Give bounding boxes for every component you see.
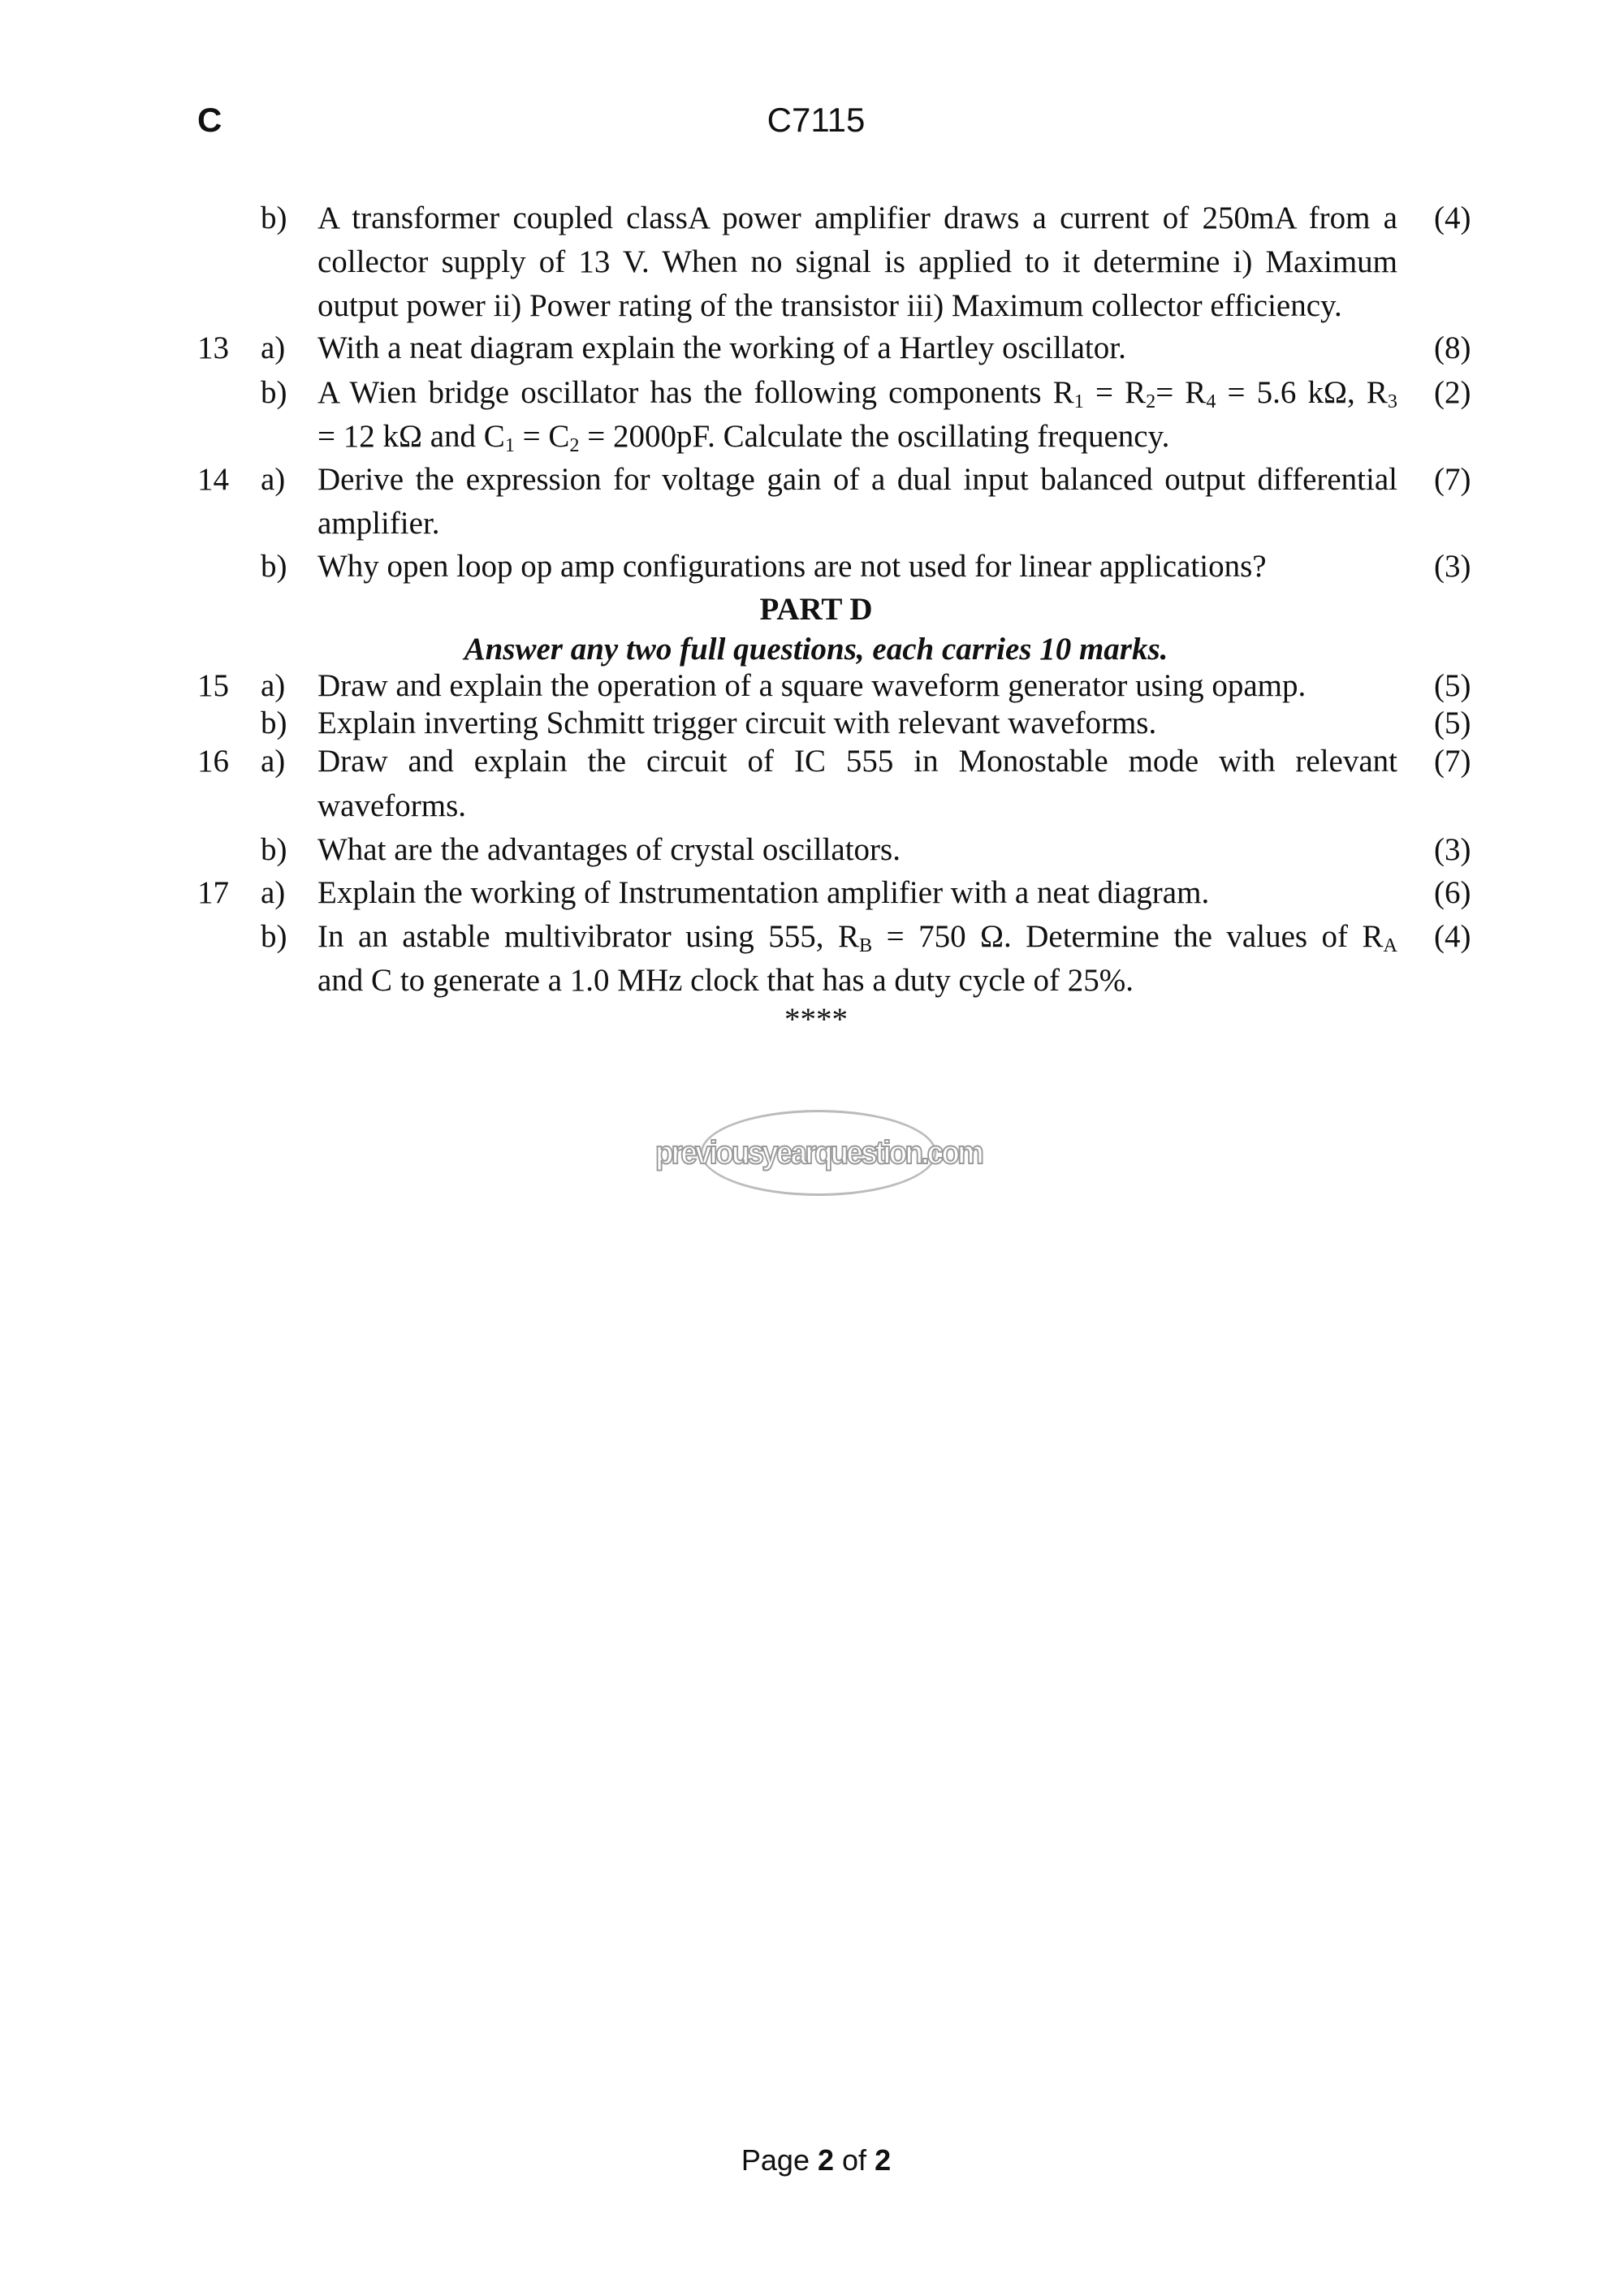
question-marks: (7) xyxy=(1434,462,1471,497)
question-text-line: Draw and explain the operation of a square waveform generator using opamp. xyxy=(317,668,1307,703)
page-word: Page xyxy=(741,2143,810,2177)
question-marks: (2) xyxy=(1434,375,1471,410)
question-part: b) xyxy=(261,832,287,867)
question-part: a) xyxy=(261,875,286,910)
question-part: a) xyxy=(261,330,286,365)
question-part: b) xyxy=(261,549,287,584)
part-d-instruction: Answer any two full questions, each carries 10 marks. xyxy=(464,632,1168,667)
question-text-line: With a neat diagram explain the working of a Hartley oscillator. xyxy=(317,330,1126,365)
question-part: b) xyxy=(261,375,287,410)
question-part: a) xyxy=(261,462,286,497)
subscript: A xyxy=(1383,934,1397,957)
question-text xyxy=(317,458,1397,546)
question-text-line: Derive the expression for voltage gain of a dual input balanced output differential xyxy=(317,462,1397,497)
question-text xyxy=(317,740,1397,828)
question-text-line: Why open loop op amp configurations are not used for linear applications? xyxy=(317,549,1267,584)
subscript: 2 xyxy=(569,434,580,457)
question-marks: (3) xyxy=(1434,832,1471,867)
question-marks: (5) xyxy=(1434,706,1471,740)
question-text-line: output power ii) Power rating of the transistor iii) Maximum collector efficiency. xyxy=(317,288,1342,323)
question-marks: (4) xyxy=(1434,201,1471,235)
question-text-line: = 12 kΩ and $C_1 = C_2 = 2000pF$. Calculate the oscillating frequency. xyxy=(317,419,1170,457)
question-text-line: What are the advantages of crystal oscillators. xyxy=(317,832,901,867)
question-text xyxy=(317,915,1397,1003)
question-text xyxy=(317,326,1397,370)
part-d-heading: PART D xyxy=(759,592,873,627)
paper-code: C7115 xyxy=(767,101,866,139)
current-page: 2 xyxy=(817,2143,835,2177)
question-marks: (5) xyxy=(1434,668,1471,703)
question-text-line: Draw and explain the circuit of IC 555 in Monostable mode with relevant xyxy=(317,744,1397,779)
subscript: 2 xyxy=(1146,391,1156,413)
question-number: 16 xyxy=(197,744,229,779)
subscript: 4 xyxy=(1206,391,1216,413)
page-footer xyxy=(0,2143,1624,2177)
subscript: 3 xyxy=(1387,391,1398,413)
question-text-line: A Wien bridge oscillator has the following components $R_1 = R_2= R_4 = 5.6$ kΩ, $R_3$ xyxy=(317,375,1398,413)
question-text xyxy=(317,828,1397,872)
question-text xyxy=(317,545,1397,589)
subscript: 1 xyxy=(504,434,515,457)
question-text-line: waveforms. xyxy=(317,788,467,823)
question-number: 17 xyxy=(197,875,229,910)
question-part: a) xyxy=(261,668,286,703)
question-part: b) xyxy=(261,919,287,954)
question-number: 15 xyxy=(197,668,229,703)
question-part: b) xyxy=(261,706,287,740)
end-marker: **** xyxy=(784,1002,848,1037)
question-text xyxy=(317,701,1397,745)
question-marks: (7) xyxy=(1434,744,1471,779)
question-text-line: In an astable multivibrator using 555, $R_B = 750$ Ω. Determine the values of $R_A$ xyxy=(317,919,1397,957)
question-text xyxy=(317,196,1397,328)
question-text-line: and C to generate a 1.0 MHz clock that has a duty cycle of 25%. xyxy=(317,963,1134,998)
watermark-logo: previousyearquestion.com xyxy=(701,1110,937,1196)
of-word: of xyxy=(842,2143,867,2177)
question-text xyxy=(317,871,1397,915)
question-number: 13 xyxy=(197,330,229,365)
question-text-line: Explain the working of Instrumentation amplifier with a neat diagram. xyxy=(317,875,1210,910)
question-marks: (8) xyxy=(1434,330,1471,365)
question-text-line: amplifier. xyxy=(317,506,440,541)
question-part: a) xyxy=(261,744,286,779)
series-letter: C xyxy=(197,101,222,139)
question-text-line: A transformer coupled classA power amplifier draws a current of 250mA from a xyxy=(317,201,1397,235)
question-text-line: Explain inverting Schmitt trigger circuit with relevant waveforms. xyxy=(317,706,1157,740)
subscript: 1 xyxy=(1073,391,1084,413)
question-text xyxy=(317,371,1397,459)
question-marks: (3) xyxy=(1434,549,1471,584)
question-number: 14 xyxy=(197,462,229,497)
question-marks: (4) xyxy=(1434,919,1471,954)
question-part: b) xyxy=(261,201,287,235)
question-text-line: collector supply of 13 V. When no signal is applied to it determine i) Maximum xyxy=(317,244,1397,279)
question-marks: (6) xyxy=(1434,875,1471,910)
total-pages: 2 xyxy=(875,2143,892,2177)
subscript: B xyxy=(859,934,873,957)
